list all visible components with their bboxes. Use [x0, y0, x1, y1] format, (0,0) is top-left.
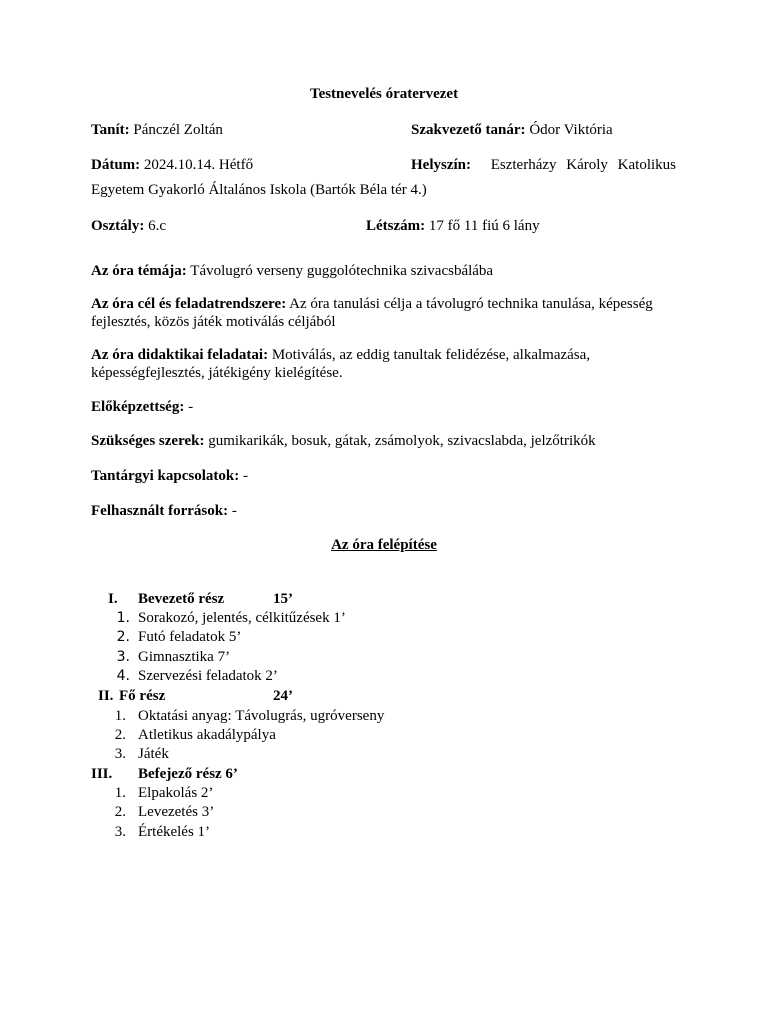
- prior-label: Előképzettség:: [91, 399, 185, 415]
- topic-value: Távolugró verseny guggolótechnika szivacsbálába: [186, 263, 494, 279]
- prior-value: -: [184, 399, 194, 415]
- location-label: Helyszín:: [411, 157, 471, 173]
- topic-line: [91, 262, 681, 280]
- structure-heading: Az óra felépítése: [331, 537, 437, 553]
- subjects-label: Tantárgyi kapcsolatok:: [91, 468, 240, 484]
- date-line: [91, 156, 253, 174]
- headcount-label: Létszám:: [366, 218, 426, 234]
- section-2-item-3-text: Játék: [138, 746, 169, 762]
- section-2-item-1-number: 1.: [114, 708, 126, 724]
- section-1-numeral: I.: [108, 591, 118, 607]
- section-2-title: Fő rész: [119, 688, 166, 704]
- section-3-title: Befejező rész 6’: [138, 766, 238, 782]
- section-2-numeral: II.: [98, 688, 114, 704]
- class-line: [91, 217, 166, 235]
- section-2-item-2-number: 2.: [114, 727, 126, 743]
- date-value: 2024.10.14. Hétfő: [140, 157, 254, 173]
- class-label: Osztály:: [91, 218, 145, 234]
- section-1-item-3-number: 3.: [116, 649, 130, 665]
- section-1-item-3-text: Gimnasztika 7’: [138, 649, 231, 665]
- section-3-item-3-number: 3.: [114, 824, 126, 840]
- section-1-item-1-number: 1.: [116, 610, 130, 626]
- prior-line: [91, 398, 193, 416]
- section-3-item-1-number: 1.: [114, 785, 126, 801]
- class-value: 6.c: [144, 218, 166, 234]
- teacher-line: [91, 121, 223, 139]
- section-3-item-3-text: Értékelés 1’: [138, 824, 211, 840]
- subjects-value: -: [239, 468, 248, 484]
- headcount-line: [366, 217, 540, 235]
- sources-value: -: [228, 503, 237, 519]
- section-1-item-4-text: Szervezési feladatok 2’: [138, 668, 278, 684]
- section-3-item-2-text: Levezetés 3’: [138, 804, 215, 820]
- section-1-item-2-number: 2.: [116, 629, 130, 645]
- section-1-title: Bevezető rész: [138, 591, 225, 607]
- sources-line: [91, 502, 237, 520]
- subjects-line: [91, 467, 248, 485]
- goals-paragraph: [91, 295, 681, 331]
- didactic-paragraph: [91, 346, 681, 382]
- location-value-line2: Egyetem Gyakorló Általános Iskola (Bartók Béla tér 4.): [91, 182, 427, 198]
- section-1-item-4-number: 4.: [116, 668, 130, 684]
- sources-label: Felhasznált források:: [91, 503, 229, 519]
- section-2-item-3-number: 3.: [114, 746, 126, 762]
- section-3-item-2-number: 2.: [114, 804, 126, 820]
- didactic-value: Motiválás, az eddig tanultak felidézése, alkalmazása, képességfejlesztés, játékigény kielégítése.: [91, 347, 591, 381]
- goals-value: Az óra tanulási célja a távolugró technika tanulása, képesség fejlesztés, közös játék motiválás céljából: [91, 296, 653, 330]
- section-3-numeral: III.: [91, 766, 113, 782]
- teacher-label: Tanít:: [91, 122, 130, 138]
- section-1-item-1-text: Sorakozó, jelentés, célkitűzések 1’: [138, 610, 346, 626]
- section-2-item-1-text: Oktatási anyag: Távolugrás, ugróverseny: [138, 708, 385, 724]
- document-title: Testnevelés óratervezet: [309, 86, 459, 102]
- supervisor-label: Szakvezető tanár:: [411, 122, 526, 138]
- equipment-line: [91, 432, 596, 450]
- date-label: Dátum:: [91, 157, 141, 173]
- headcount-value: 17 fő 11 fiú 6 lány: [425, 218, 540, 234]
- section-2-time: 24’: [273, 688, 293, 704]
- topic-label: Az óra témája:: [91, 263, 187, 279]
- equipment-label: Szükséges szerek:: [91, 433, 205, 449]
- teacher-value: Pánczél Zoltán: [129, 122, 223, 138]
- goals-label: Az óra cél és feladatrendszere:: [91, 296, 287, 312]
- section-3-item-1-text: Elpakolás 2’: [138, 785, 214, 801]
- equipment-value: gumikarikák, bosuk, gátak, zsámolyok, szivacslabda, jelzőtrikók: [204, 433, 596, 449]
- location-line: [411, 156, 676, 174]
- didactic-label: Az óra didaktikai feladatai:: [91, 347, 269, 363]
- section-1-item-2-text: Futó feladatok 5’: [138, 629, 242, 645]
- supervisor-value: Ódor Viktória: [525, 122, 613, 138]
- supervisor-line: [411, 121, 613, 139]
- section-1-time: 15’: [273, 591, 293, 607]
- section-2-item-2-text: Atletikus akadálypálya: [138, 727, 276, 743]
- location-value-line1: Eszterházy Károly Katolikus: [490, 157, 676, 173]
